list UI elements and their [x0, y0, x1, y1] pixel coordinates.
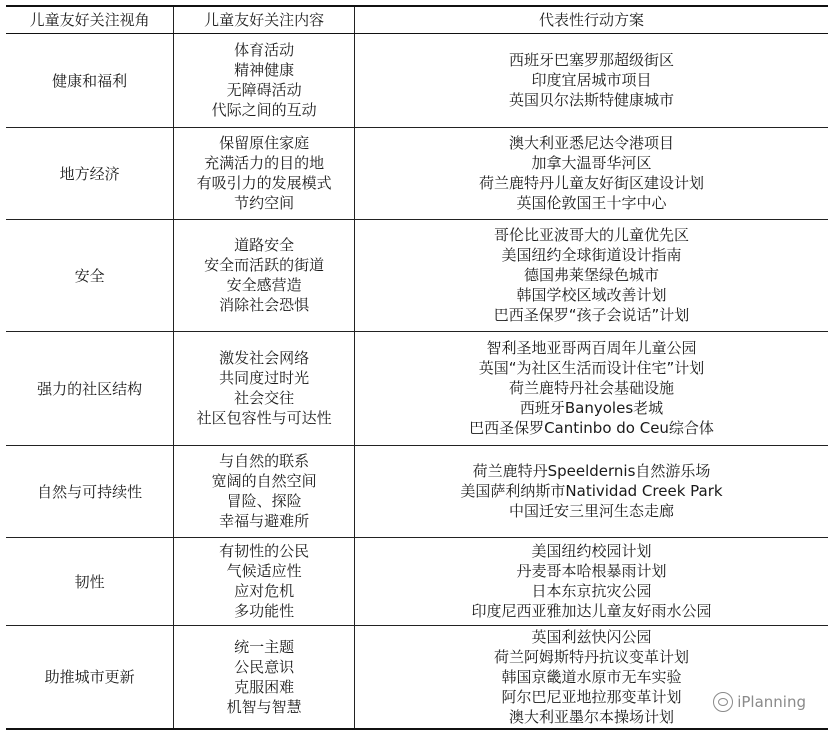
content-item: 精神健康 [234, 61, 295, 79]
content-item: 冒险、探险 [226, 492, 302, 510]
content-item: 激发社会网络 [219, 349, 310, 367]
perspective-cell: 地方经济 [6, 127, 174, 219]
actions-cell [355, 331, 828, 445]
action-item: 阿尔巴尼亚地拉那变革计划 [501, 687, 682, 706]
child-friendly-table [6, 5, 828, 730]
action-item: 印度宜居城市项目 [531, 71, 652, 89]
header-perspective: 儿童友好关注视角 [6, 6, 174, 33]
action-item: 荷兰鹿特丹社会基础设施 [509, 379, 675, 397]
content-item: 宽阔的自然空间 [211, 472, 317, 490]
content-item: 多功能性 [234, 602, 295, 620]
actions-cell [355, 219, 828, 331]
perspective-cell: 助推城市更新 [6, 625, 174, 729]
perspective-cell: 强力的社区结构 [6, 331, 174, 445]
actions-cell [355, 127, 828, 219]
action-item: 德国弗莱堡绿色城市 [524, 266, 660, 284]
content-item: 与自然的联系 [219, 452, 310, 470]
perspective-cell: 健康和福利 [6, 33, 174, 127]
content-cell [174, 127, 355, 219]
table-row [6, 445, 828, 537]
wechat-icon [713, 692, 733, 712]
action-item: 澳大利亚墨尔本操场计划 [509, 707, 675, 726]
action-item: 英国“为社区生活而设计住宅”计划 [478, 359, 705, 377]
content-cell [174, 445, 355, 537]
content-item: 充满活力的目的地 [204, 154, 325, 172]
content-item: 有韧性的公民 [219, 542, 310, 560]
action-item: 美国萨利纳斯市Natividad Creek Park [460, 482, 723, 500]
action-item: 英国贝尔法斯特健康城市 [509, 91, 675, 109]
action-item: 哥伦比亚波哥大的儿童优先区 [494, 226, 690, 244]
action-item: 西班牙Banyoles老城 [519, 399, 664, 417]
action-item: 加拿大温哥华河区 [531, 154, 652, 172]
table-body [6, 33, 828, 729]
content-item: 道路安全 [234, 236, 295, 254]
content-item: 保留原住家庭 [219, 134, 310, 152]
action-item: 美国纽约校园计划 [531, 542, 652, 560]
header-actions: 代表性行动方案 [355, 6, 828, 33]
content-item: 有吸引力的发展模式 [196, 174, 332, 192]
action-item: 中国迁安三里河生态走廊 [509, 502, 675, 520]
content-cell [174, 537, 355, 625]
actions-cell [355, 445, 828, 537]
action-item: 荷兰阿姆斯特丹抗议变革计划 [494, 647, 690, 666]
header-row [6, 6, 828, 33]
table-row [6, 33, 828, 127]
content-item: 幸福与避难所 [219, 512, 310, 530]
content-item: 机智与智慧 [226, 697, 302, 716]
action-item: 智利圣地亚哥两百周年儿童公园 [486, 339, 697, 357]
perspective-cell: 自然与可持续性 [6, 445, 174, 537]
content-cell [174, 625, 355, 729]
content-item: 消除社会恐惧 [219, 296, 310, 314]
content-item: 统一主题 [234, 637, 295, 656]
action-item: 日本东京抗灾公园 [531, 582, 652, 600]
content-cell [174, 331, 355, 445]
watermark-text: iPlanning [737, 693, 806, 711]
content-item: 无障碍活动 [226, 81, 302, 99]
content-item: 克服困难 [234, 677, 295, 696]
table-row [6, 127, 828, 219]
action-item: 美国纽约全球街道设计指南 [501, 246, 682, 264]
content-item: 安全感营造 [226, 276, 302, 294]
content-item: 应对危机 [234, 582, 295, 600]
actions-cell [355, 625, 828, 729]
action-item: 英国利兹快闪公园 [531, 627, 652, 646]
header-content: 儿童友好关注内容 [174, 6, 355, 33]
action-item: 韩国京畿道水原市无车实验 [501, 667, 682, 686]
content-item: 公民意识 [234, 657, 295, 676]
action-item: 丹麦哥本哈根暴雨计划 [516, 562, 667, 580]
table-row [6, 625, 828, 729]
action-item: 英国伦敦国王十字中心 [516, 194, 667, 212]
action-item: 西班牙巴塞罗那超级街区 [509, 51, 675, 69]
action-item: 韩国学校区域改善计划 [516, 286, 667, 304]
actions-cell [355, 537, 828, 625]
action-item: 澳大利亚悉尼达令港项目 [509, 134, 675, 152]
action-item: 荷兰鹿特丹儿童友好街区建设计划 [479, 174, 705, 192]
content-cell [174, 33, 355, 127]
table-row [6, 219, 828, 331]
content-item: 社区包容性与可达性 [196, 409, 332, 427]
content-cell [174, 219, 355, 331]
action-item: 巴西圣保罗“孩子会说话”计划 [493, 306, 690, 324]
watermark [713, 692, 806, 712]
content-item: 节约空间 [234, 194, 295, 212]
action-item: 荷兰鹿特丹Speeldernis自然游乐场 [472, 462, 711, 480]
content-item: 安全而活跃的街道 [204, 256, 325, 274]
table-row [6, 331, 828, 445]
action-item: 印度尼西亚雅加达儿童友好雨水公园 [471, 602, 712, 620]
content-item: 代际之间的互动 [211, 101, 317, 119]
actions-cell [355, 33, 828, 127]
perspective-cell: 韧性 [6, 537, 174, 625]
perspective-cell: 安全 [6, 219, 174, 331]
content-item: 社会交往 [234, 389, 295, 407]
table-row [6, 537, 828, 625]
content-item: 气候适应性 [226, 562, 302, 580]
action-item: 巴西圣保罗Cantinbo do Ceu综合体 [469, 419, 714, 437]
content-item: 共同度过时光 [219, 369, 310, 387]
content-item: 体育活动 [234, 41, 295, 59]
